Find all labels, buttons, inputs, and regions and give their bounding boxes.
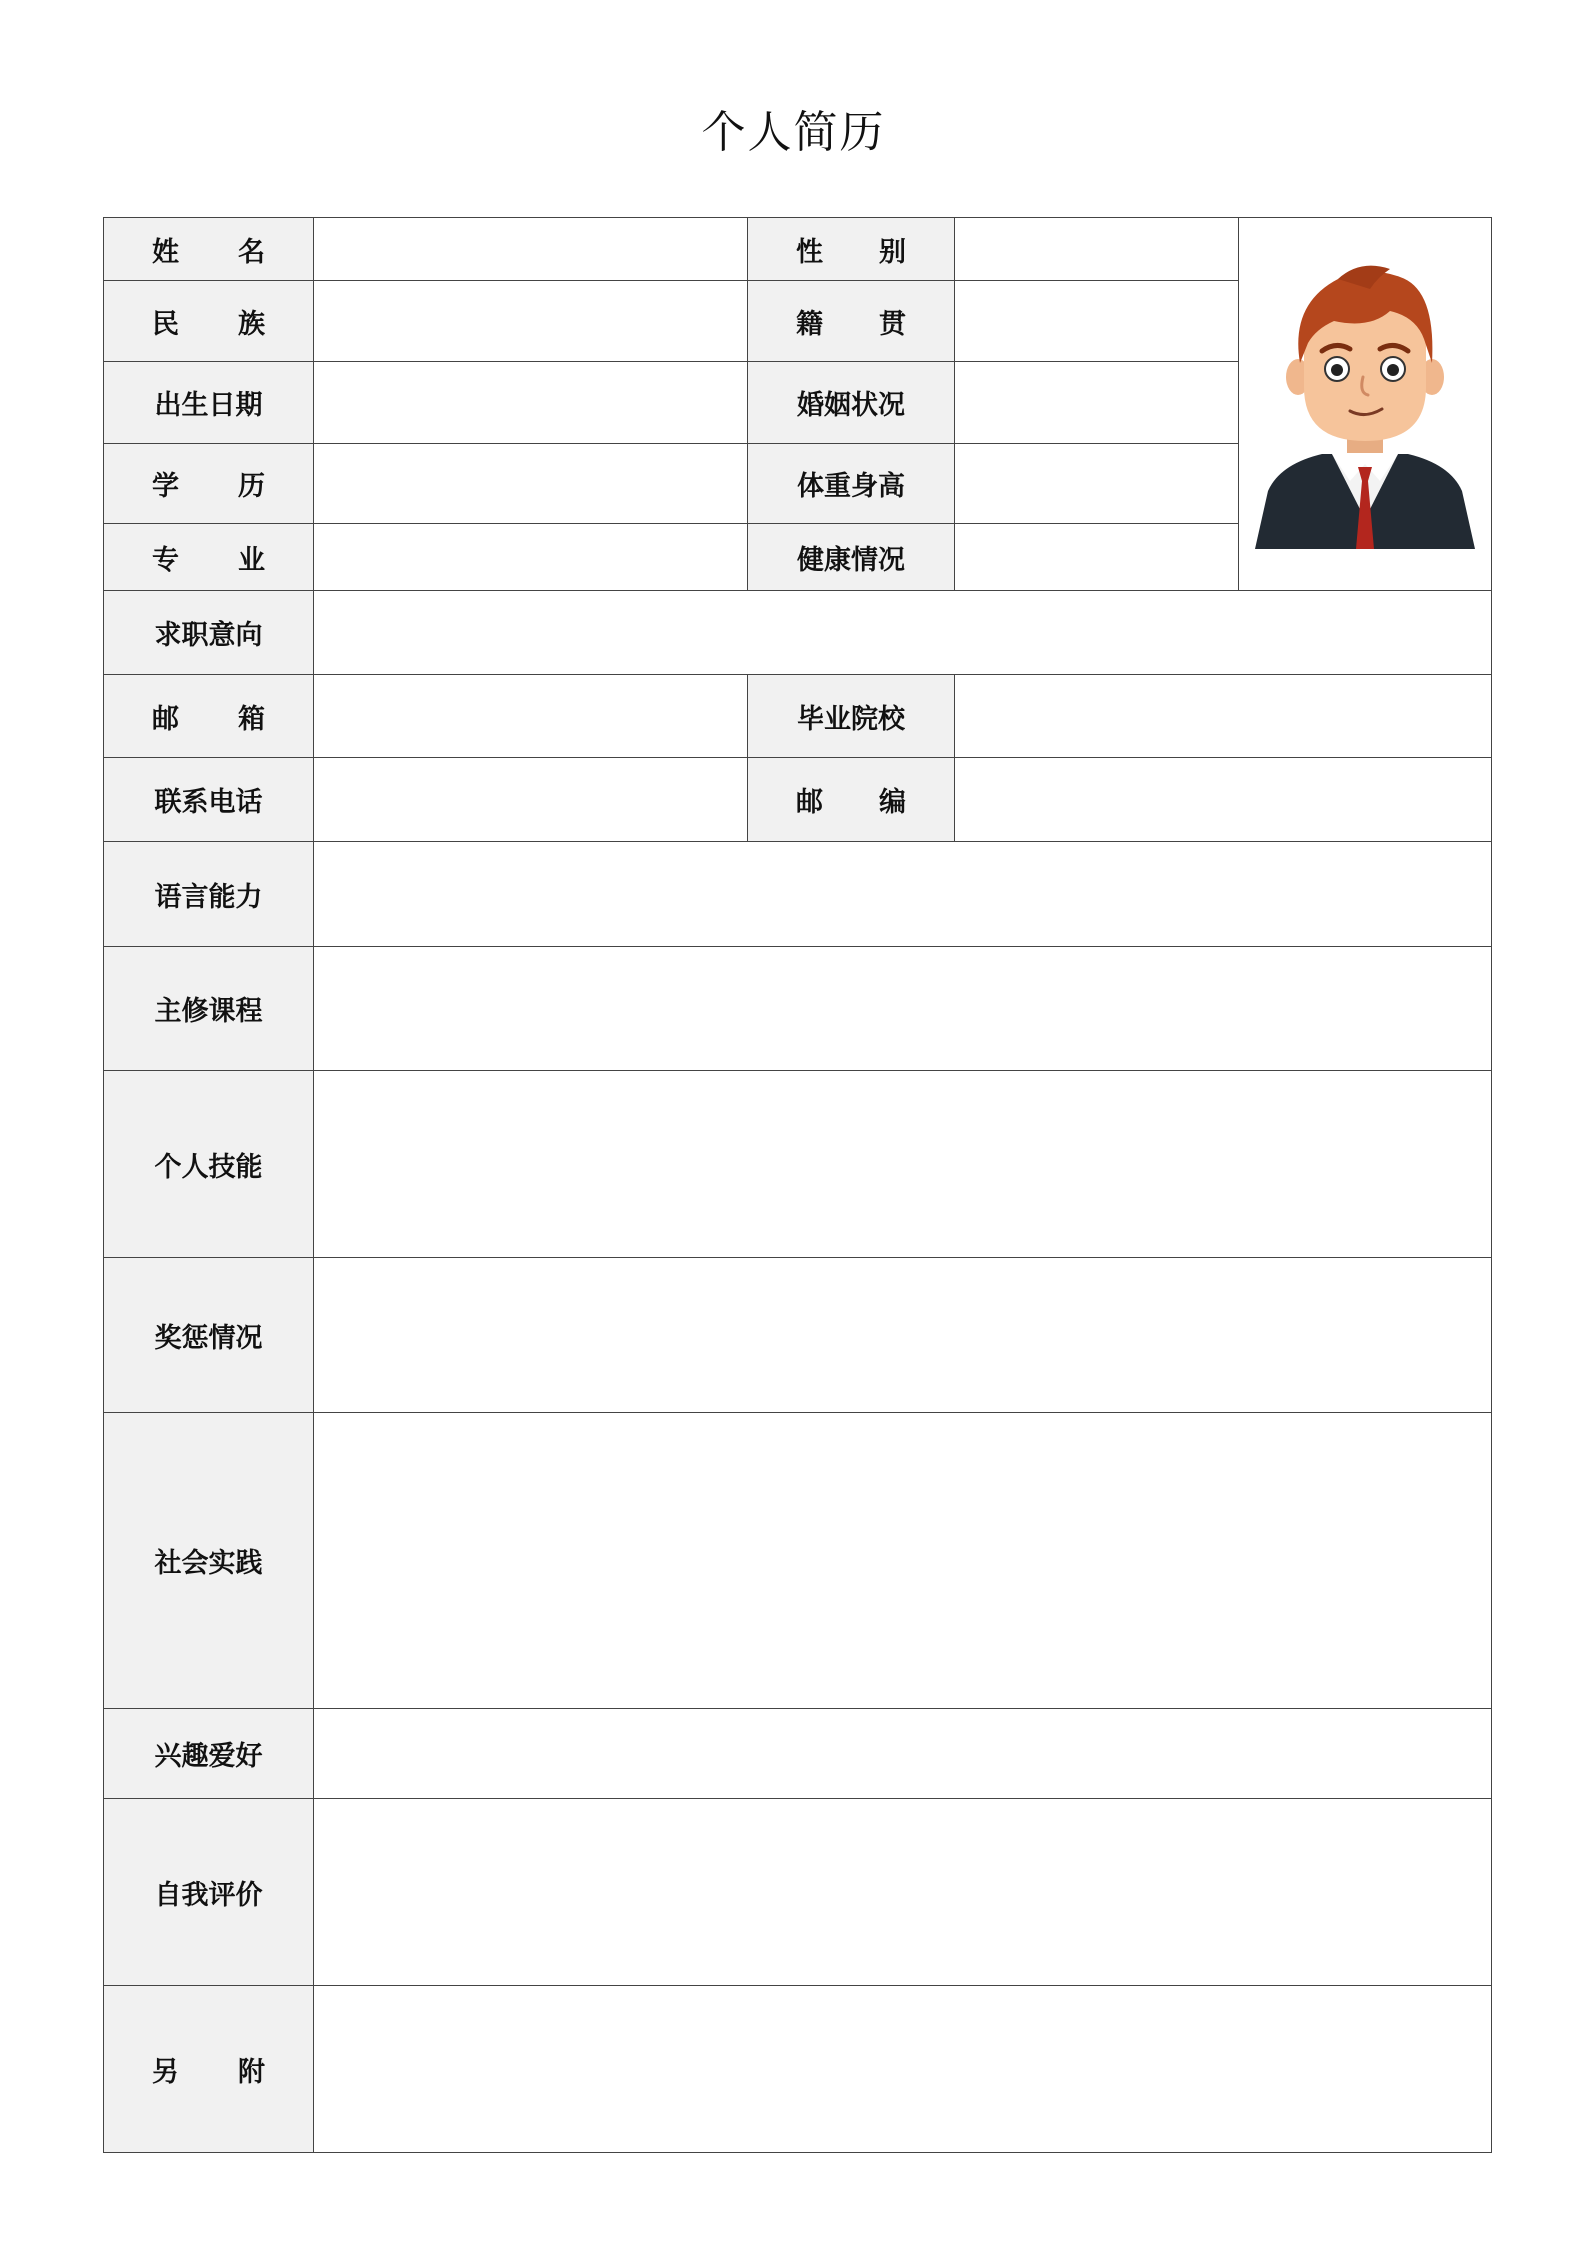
field-awards[interactable]	[314, 1258, 1492, 1413]
avatar-cartoon-man-icon	[1250, 259, 1480, 549]
label-phone: 联系电话	[104, 758, 314, 842]
label-education: 学 历	[104, 444, 314, 524]
field-attachment[interactable]	[314, 1986, 1492, 2153]
field-ethnicity[interactable]	[314, 281, 748, 362]
label-gender: 性 别	[748, 218, 955, 281]
field-birth-date[interactable]	[314, 362, 748, 444]
label-social-practice: 社会实践	[104, 1413, 314, 1709]
field-graduate-school[interactable]	[955, 675, 1492, 758]
label-major: 专 业	[104, 524, 314, 591]
field-phone[interactable]	[314, 758, 748, 842]
field-courses[interactable]	[314, 947, 1492, 1071]
label-language: 语言能力	[104, 842, 314, 947]
field-gender[interactable]	[955, 218, 1239, 281]
label-hobbies: 兴趣爱好	[104, 1709, 314, 1799]
field-email[interactable]	[314, 675, 748, 758]
field-name[interactable]	[314, 218, 748, 281]
label-email: 邮 箱	[104, 675, 314, 758]
label-ethnicity: 民 族	[104, 281, 314, 362]
label-health: 健康情况	[748, 524, 955, 591]
field-hometown[interactable]	[955, 281, 1239, 362]
field-education[interactable]	[314, 444, 748, 524]
field-hobbies[interactable]	[314, 1709, 1492, 1799]
field-job-intention[interactable]	[314, 591, 1492, 675]
field-self-evaluation[interactable]	[314, 1799, 1492, 1986]
label-name: 姓 名	[104, 218, 314, 281]
page-title: 个人简历	[701, 107, 886, 158]
label-postcode: 邮 编	[748, 758, 955, 842]
label-hometown: 籍 贯	[748, 281, 955, 362]
photo-cell[interactable]	[1239, 218, 1492, 591]
field-postcode[interactable]	[955, 758, 1492, 842]
field-major[interactable]	[314, 524, 748, 591]
label-marital-status: 婚姻状况	[748, 362, 955, 444]
field-language[interactable]	[314, 842, 1492, 947]
label-self-evaluation: 自我评价	[104, 1799, 314, 1986]
label-job-intention: 求职意向	[104, 591, 314, 675]
label-birth-date: 出生日期	[104, 362, 314, 444]
label-weight-height: 体重身高	[748, 444, 955, 524]
label-graduate-school: 毕业院校	[748, 675, 955, 758]
resume-table	[103, 217, 1492, 2153]
field-weight-height[interactable]	[955, 444, 1239, 524]
field-health[interactable]	[955, 524, 1239, 591]
label-awards: 奖惩情况	[104, 1258, 314, 1413]
field-skills[interactable]	[314, 1071, 1492, 1258]
label-courses: 主修课程	[104, 947, 314, 1071]
label-skills: 个人技能	[104, 1071, 314, 1258]
field-marital-status[interactable]	[955, 362, 1239, 444]
field-social-practice[interactable]	[314, 1413, 1492, 1709]
label-attachment: 另 附	[104, 1986, 314, 2153]
